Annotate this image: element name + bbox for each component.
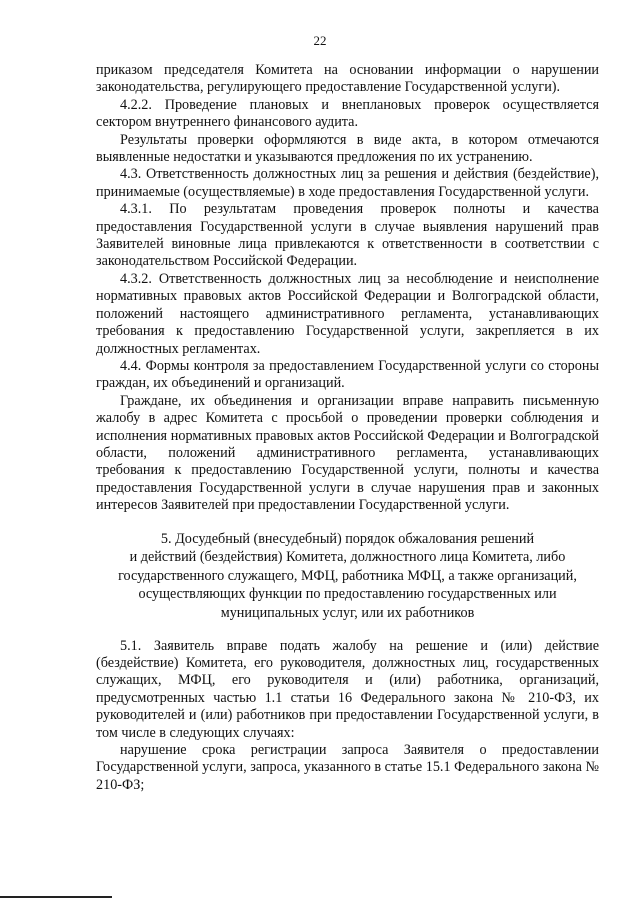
heading-line: муниципальных услуг, или их работников — [220, 604, 475, 621]
heading-line: и действий (бездействия) Комитета, должностного лица Комитета, либо — [129, 549, 566, 566]
paragraph-4-3: 4.3. Ответственность должностных лиц за решения и действия (бездействие), принимаемые (осуществляемые) в ходе предоставления Государственной услуги. — [96, 166, 599, 200]
paragraph-4-2-2: 4.2.2. Проведение плановых и внеплановых проверок осуществляется сектором внутреннего финансового аудита. — [96, 96, 599, 131]
paragraph-4-4: 4.4. Формы контроля за предоставлением Государственной услуги со стороны граждан, их объединений и организаций. — [96, 357, 599, 392]
page-number: 22 — [313, 33, 327, 48]
paragraph-4-3-2: 4.3.2. Ответственность должностных лиц за несоблюдение и неисполнение нормативных правовых актов Российской Федерации и Волгоградской области, положений настоящего административного регламента, устанавливающих требования к предоставлению Государственной услуги, закрепляется в их должностных регламентах. — [96, 270, 599, 357]
heading-line: 5. Досудебный (внесудебный) порядок обжалования решений — [160, 530, 535, 547]
paragraph-4-3-1: 4.3.1. По результатам проведения проверок полноты и качества предоставления Государственной услуги в случае выявления нарушений прав Заявителей виновные лица привлекаются к ответственности в соответствии с законодательством Российской Федерации. — [96, 201, 599, 270]
heading-line: осуществляющих функции по предоставлению государственных или — [138, 586, 557, 603]
document-body — [96, 62, 599, 794]
footer-rule — [0, 896, 112, 898]
paragraph-inspection-results: Результаты проверки оформляются в виде акта, в котором отмечаются выявленные недостатки и указываются предложения по их устранению. — [96, 131, 599, 166]
paragraph-registration-violation: нарушение срока регистрации запроса Заявителя о предоставлении Государственной услуги, запроса, указанного в статье 15.1 Федерального закона № 210-ФЗ; — [96, 741, 599, 793]
heading-line: государственного служащего, МФЦ, работника МФЦ, а также организаций, — [118, 567, 577, 584]
paragraph-citizens-complaint: Граждане, их объединения и организации вправе направить письменную жалобу в адрес Комитета с просьбой о проведении проверки соблюдения и исполнения нормативных правовых актов Российской Федерации и Волгоградской области, положений административного регламента, устанавливающих требования к предоставлению Государственной услуги, полноты и качества предоставления Государственной услуги в случае нарушения прав и законных интересов Заявителей при предоставлении Государственной услуги. — [96, 392, 599, 514]
paragraph-continuation: приказом председателя Комитета на основании информации о нарушении законодательства, регулирующего предоставление Государственной услуги). — [96, 62, 599, 96]
section-5-heading — [96, 530, 599, 623]
paragraph-5-1: 5.1. Заявитель вправе подать жалобу на решение и (или) действие (бездействие) Комитета, его руководителя, должностных лиц, государственных служащих, МФЦ, его руководителя и (или) работника, организаций, предусмотренных частью 1.1 статьи 16 Федерального закона № 210-ФЗ, их руководителей и (или) работников при предоставлении Государственной услуги, в том числе в следующих случаях: — [96, 637, 599, 741]
